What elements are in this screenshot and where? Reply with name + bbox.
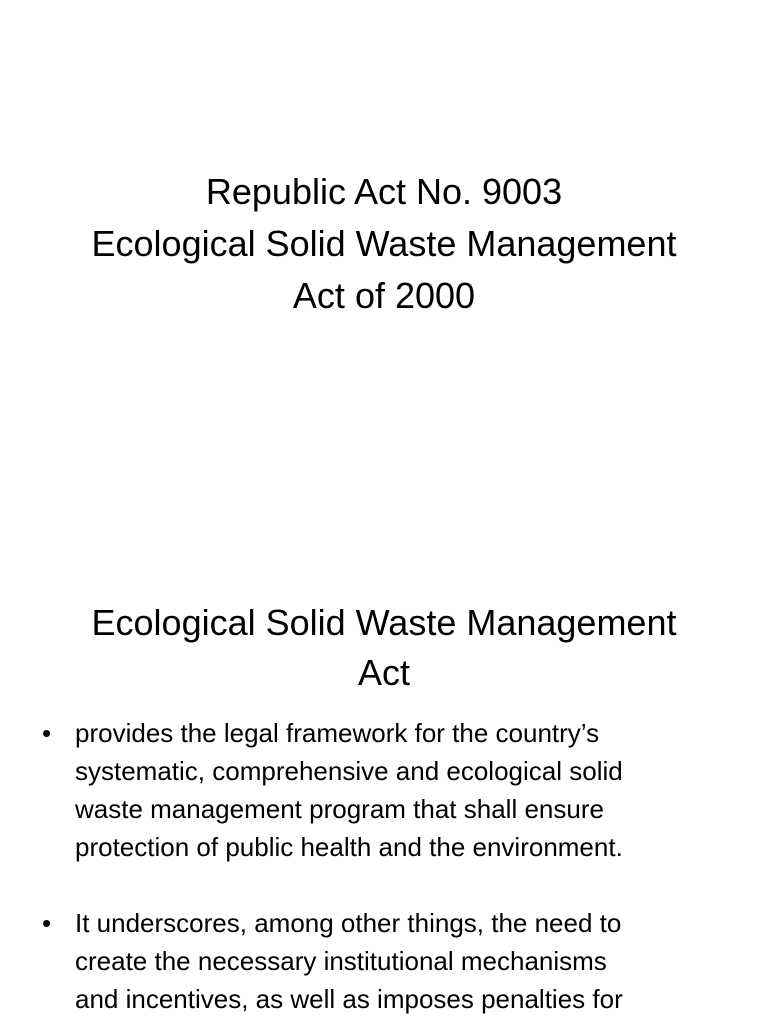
heading-line-1: Ecological Solid Waste Management	[91, 602, 677, 643]
bullet-2-line-3: and incentives, as well as imposes penalties for	[75, 984, 623, 1014]
bullet-item-2	[0, 904, 768, 1018]
heading-line-2: Act	[357, 652, 410, 693]
slide-content-heading	[0, 598, 768, 698]
bullet-icon: •	[42, 718, 52, 748]
bullet-icon: •	[42, 908, 52, 938]
bullet-1-line-4: protection of public health and the environment.	[75, 832, 623, 862]
title-line-2: Ecological Solid Waste Management	[91, 223, 677, 264]
bullet-list	[0, 714, 768, 1024]
bullet-2-line-2: create the necessary institutional mechanisms	[75, 946, 607, 976]
slide-content	[0, 576, 768, 1024]
title-line-3: Act of 2000	[292, 275, 476, 316]
bullet-1-line-2: systematic, comprehensive and ecological solid	[75, 756, 623, 786]
bullet-2-line-1: It underscores, among other things, the need to	[75, 908, 622, 938]
bullet-item-1	[0, 714, 768, 866]
title-line-1: Republic Act No. 9003	[205, 171, 563, 212]
slide-title-heading	[0, 166, 768, 322]
bullet-1-line-3: waste management program that shall ensure	[75, 794, 604, 824]
bullet-1-line-1: provides the legal framework for the country’s	[75, 718, 600, 748]
